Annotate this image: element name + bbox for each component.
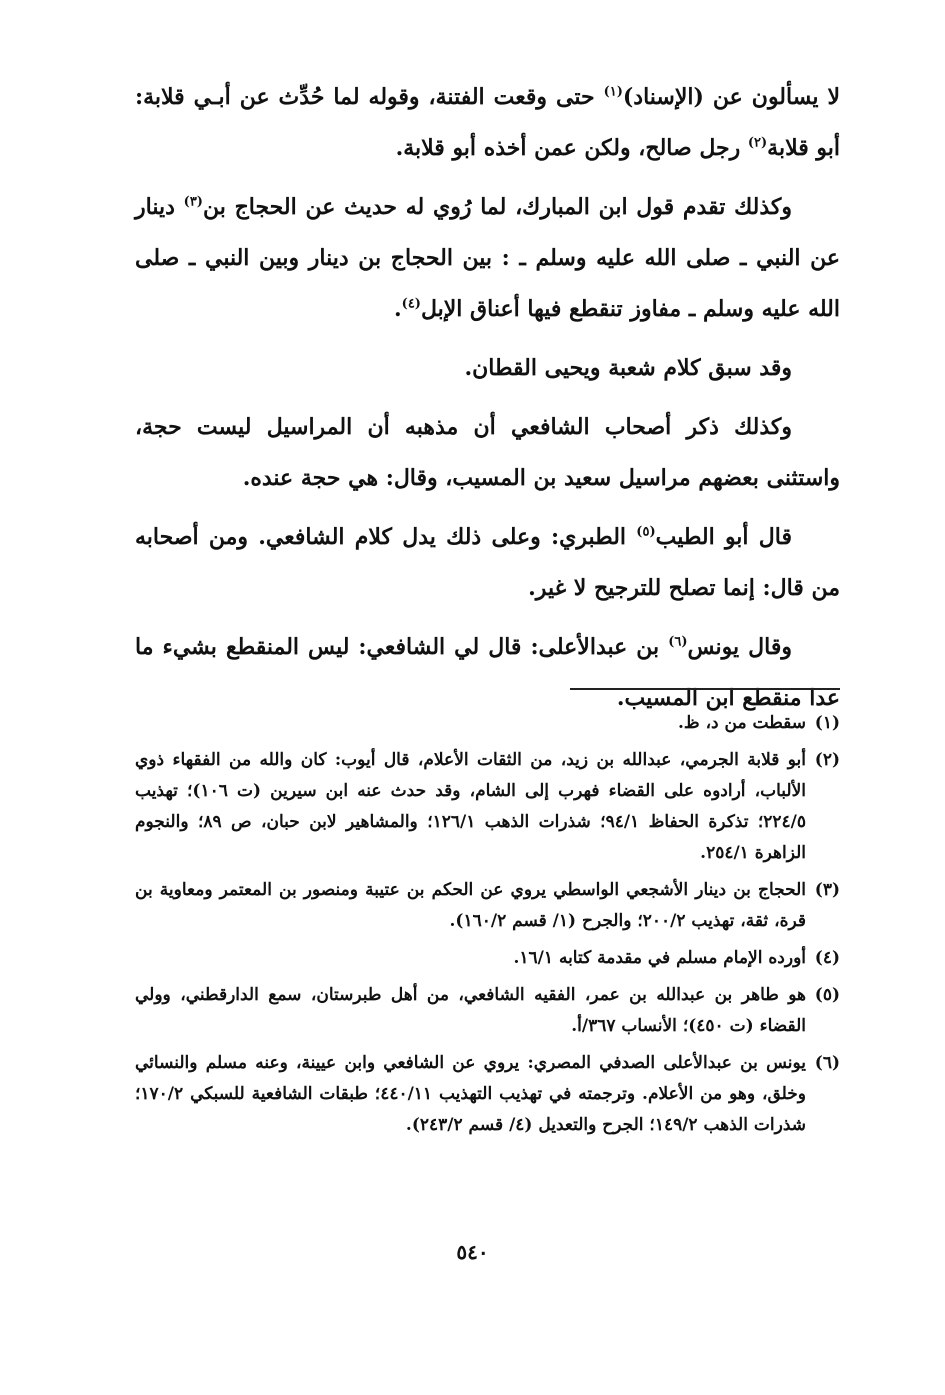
footnote-5 xyxy=(135,980,840,1042)
paragraph-text: . xyxy=(393,296,402,322)
page-number: ٥٤٠ xyxy=(456,1240,489,1264)
paragraph-2 xyxy=(135,182,840,335)
footnote-1 xyxy=(135,708,840,739)
main-text xyxy=(135,72,840,732)
footnote-number: (٥) xyxy=(814,985,840,1005)
footnote-ref: (٤) xyxy=(401,296,421,312)
footnote-number: (٢) xyxy=(814,750,840,770)
footnote-ref: (٦) xyxy=(668,634,688,650)
footnotes xyxy=(135,708,840,1147)
footnote-ref: (٢) xyxy=(747,135,768,151)
footnote-ref: (٣) xyxy=(183,194,203,210)
footnote-6 xyxy=(135,1048,840,1141)
footnote-ref: (٥) xyxy=(636,524,656,540)
paragraph-3: وقد سبق كلام شعبة ويحيى القطان. xyxy=(464,355,792,381)
footnote-number: (٣) xyxy=(814,880,840,900)
footnote-separator xyxy=(570,688,840,690)
footnote-text: سقطت من د، ظ. xyxy=(678,713,806,733)
paragraph-text: دينار عن النبي ـ صلى الله عليه وسلم ـ : بين الحجاج بن دينار وبين النبي ـ صلى الله عليه وسلم ـ مفاوز تنقطع فيها أعناق الإبل xyxy=(135,194,840,322)
footnote-number: (٦) xyxy=(814,1053,840,1073)
footnote-text: أبو قلابة الجرمي، عبدالله بن زيد، من الثقات الأعلام، قال أيوب: كان والله من الفقهاء ذوي الألباب، أرادوه على القضاء فهرب إلى الشام، وقد حدث عنه ابن سيرين (ت ١٠٦)؛ تهذيب ٢٢٤/٥؛ تذكرة الحفاظ ٩٤/١؛ شذرات الذهب ١٢٦/١؛ والمشاهير لابن حبان، ص ٨٩؛ والنجوم الزاهرة ٢٥٤/١. xyxy=(135,750,807,863)
paragraph-text: الطبري: وعلى ذلك يدل كلام الشافعي. ومن أصحابه من قال: إنما تصلح للترجيح لا غير. xyxy=(135,524,840,601)
paragraph-4: وكذلك ذكر أصحاب الشافعي أن مذهبه أن المراسيل ليست حجة، واستثنى بعضهم مراسيل سعيد بن المسيب، وقال: هي حجة عنده. xyxy=(135,414,840,491)
paragraph-text: وقال يونس xyxy=(687,634,792,660)
footnote-text: هو طاهر بن عبدالله بن عمر، الفقيه الشافعي، من أهل طبرستان، سمع الدارقطني، وولي القضاء (ت ٤٥٠)؛ الأنساب ٣٦٧/أ. xyxy=(135,985,806,1036)
paragraph-text: بن عبدالأعلى: قال لي الشافعي: ليس المنقطع بشيء ما عدا منقطع ابن المسيب. xyxy=(135,634,840,711)
footnote-text: يونس بن عبدالأعلى الصدفي المصري: يروي عن الشافعي وابن عيينة، وعنه مسلم والنسائي وخلق، وهو من الأعلام. وترجمته في تهذيب التهذيب ٤٤٠/١١؛ طبقات الشافعية للسبكي ١٧٠/٢؛ شذرات الذهب ١٤٩/٢؛ الجرح والتعديل (٤/ قسم ٢٤٣/٢). xyxy=(135,1053,806,1135)
footnote-4 xyxy=(135,943,840,974)
footnote-ref: (١) xyxy=(603,84,623,100)
paragraph-text: رجل صالح، ولكن عمن أخذه أبو قلابة. xyxy=(395,135,748,161)
paragraph-text: لا يسألون عن (الإسناد) xyxy=(622,84,841,110)
footnote-3 xyxy=(135,875,840,937)
footnote-text: الحجاج بن دينار الأشجعي الواسطي يروي عن الحكم بن عتيبة ومنصور بن المعتمر ومعاوية بن قرة، ثقة، تهذيب ٢٠٠/٢؛ والجرح (١/ قسم ١٦٠/٢). xyxy=(135,880,806,931)
paragraph-text: قال أبو الطيب xyxy=(655,524,792,550)
paragraph-5 xyxy=(135,512,840,614)
footnote-number: (١) xyxy=(814,713,840,733)
paragraph-1 xyxy=(135,72,840,174)
footnote-2 xyxy=(135,745,840,869)
footnote-number: (٤) xyxy=(814,948,840,968)
paragraph-text: حتى وقعت الفتنة، وقوله لما حُدِّث عن أبـي قلابة: أبو قلابة xyxy=(135,84,840,161)
paragraph-text: وكذلك تقدم قول ابن المبارك، لما رُوي له حديث عن الحجاج بن xyxy=(202,194,793,220)
footnote-text: أورده الإمام مسلم في مقدمة كتابه ١٦/١. xyxy=(513,948,806,968)
